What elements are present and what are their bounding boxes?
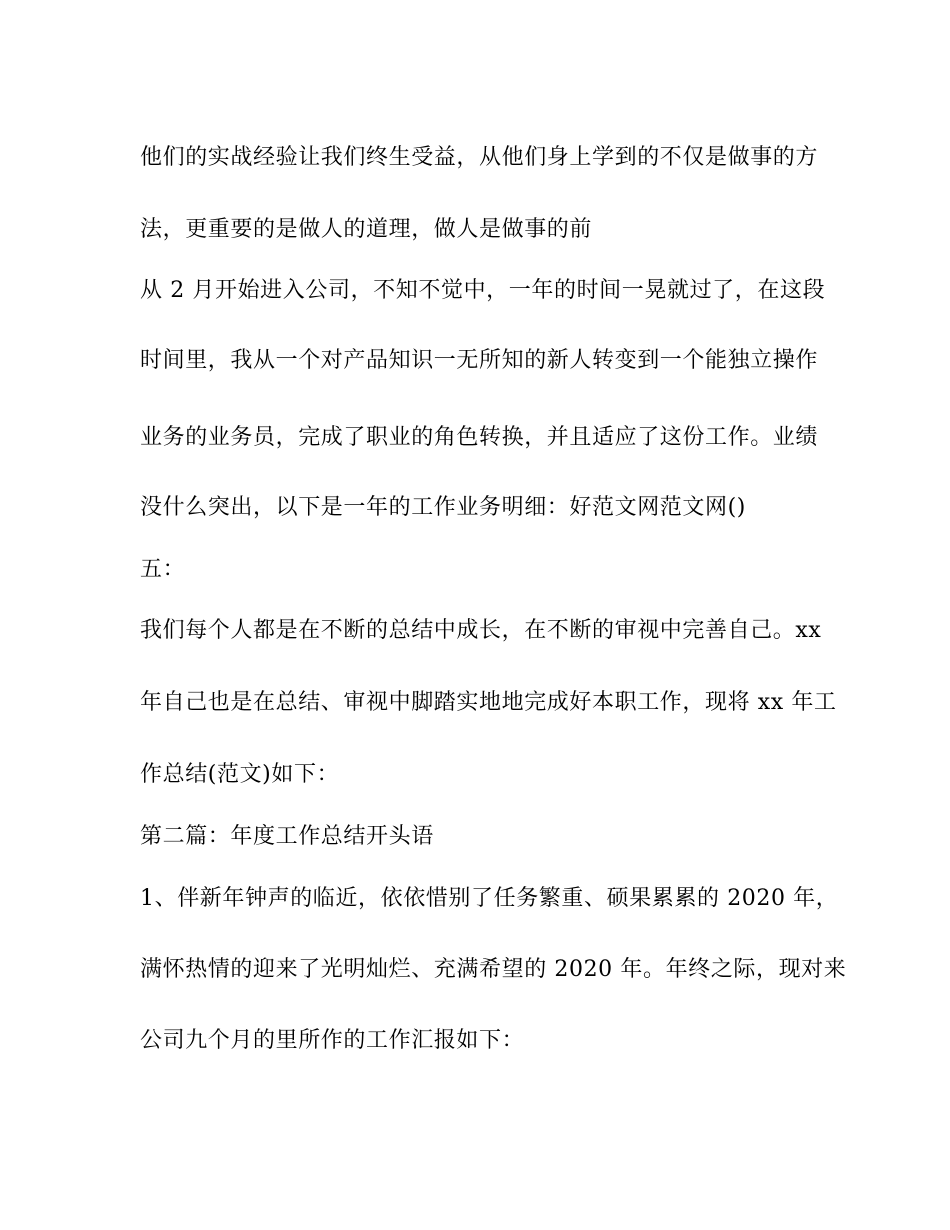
section-number: 五： <box>140 557 186 582</box>
paragraph-line: 法，更重要的是做人的道理，做人是做事的前 <box>140 217 593 242</box>
paragraph-line: 没什么突出，以下是一年的工作业务明细：好范文网范文网() <box>140 495 746 520</box>
paragraph-line: 时间里，我从一个对产品知识一无所知的新人转变到一个能独立操作 <box>140 348 819 373</box>
paragraph-line: 1、伴新年钟声的临近，依依惜别了任务繁重、硕果累累的 2020 年， <box>140 886 839 911</box>
paragraph-line: 业务的业务员，完成了职业的角色转换，并且适应了这份工作。业绩 <box>140 425 819 450</box>
paragraph-line: 我们每个人都是在不断的总结中成长，在不断的审视中完善自己。xx <box>140 618 822 643</box>
paragraph-line: 公司九个月的里所作的工作汇报如下： <box>140 1028 525 1053</box>
paragraph-line: 他们的实战经验让我们终生受益，从他们身上学到的不仅是做事的方 <box>140 145 819 170</box>
paragraph-line: 作总结(范文)如下： <box>140 762 340 787</box>
paragraph-line: 从 2 月开始进入公司，不知不觉中，一年的时间一晃就过了，在这段 <box>140 278 826 303</box>
paragraph-line: 满怀热情的迎来了光明灿烂、充满希望的 2020 年。年终之际，现对来 <box>140 957 847 982</box>
section-heading: 第二篇：年度工作总结开头语 <box>140 824 434 849</box>
paragraph-line: 年自己也是在总结、审视中脚踏实地地完成好本职工作，现将 xx 年工 <box>140 690 837 715</box>
